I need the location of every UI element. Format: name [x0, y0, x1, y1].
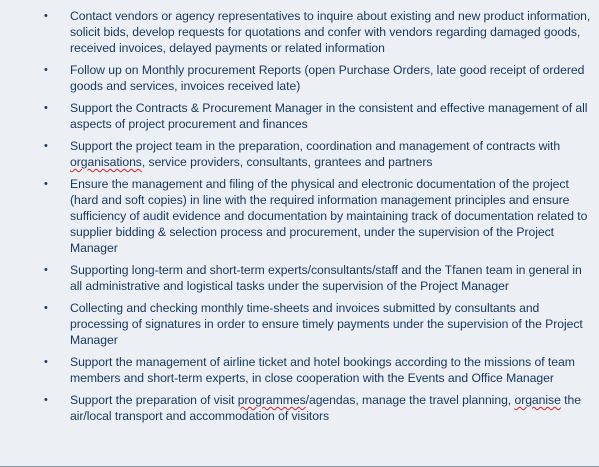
list-item-text: Follow up on Monthly procurement Reports (open Purchase Orders, late good receipt of ordered goods and services, invoices received late) — [70, 63, 585, 93]
spellcheck-flagged-word[interactable]: organise — [514, 393, 561, 407]
bullet-icon: • — [44, 302, 48, 314]
list-item-text: Support the preparation of visit — [70, 393, 238, 407]
list-item-text: , service providers, consultants, grantees and partners — [141, 155, 433, 169]
list-item-text: Support the management of airline ticket and hotel bookings according to the missions of team members and short-term experts, in close cooperation with the Events and Office Manager — [70, 355, 575, 385]
list-item — [0, 392, 599, 424]
spellcheck-flagged-word[interactable]: organisations — [70, 155, 142, 169]
list-item-text: Ensure the management and filing of the physical and electronic documentation of the project (hard and soft copies) in line with the required information management principles and ensure sufficiency of audit evidence and documentation by maintaining track of documentation related to supplier bidding & selection process and procurement, under the supervision of the Project Manager — [70, 177, 588, 255]
bullet-icon: • — [44, 10, 48, 22]
list-item-text: /agendas, manage the travel planning, — [305, 393, 515, 407]
list-item — [0, 8, 599, 56]
list-item-text: Support the Contracts & Procurement Manager in the consistent and effective management of all aspects of project procurement and finances — [70, 101, 588, 131]
list-item — [0, 100, 599, 132]
list-item-text: Contact vendors or agency representatives to inquire about existing and new product information, solicit bids, develop requests for quotations and confer with vendors regarding damaged goods, received invoices, delayed payments or related information — [70, 9, 591, 55]
list-item — [0, 176, 599, 256]
list-item-text: the air/local transport and accommodation of visitors — [70, 393, 581, 423]
list-item-text: Collecting and checking monthly time-sheets and invoices submitted by consultants and processing of signatures in order to ensure timely payments under the supervision of the Project Manager — [70, 301, 583, 347]
list-item — [0, 354, 599, 386]
list-item — [0, 262, 599, 294]
bullet-icon: • — [44, 356, 48, 368]
list-item — [0, 138, 599, 170]
spellcheck-flagged-word[interactable]: programmes — [237, 393, 306, 407]
bullet-icon: • — [44, 140, 48, 152]
bullet-icon: • — [44, 264, 48, 276]
bullet-icon: • — [44, 64, 48, 76]
bullet-icon: • — [44, 394, 48, 406]
list-item-text: Supporting long-term and short-term experts/consultants/staff and the Tfanen team in general in all administrative and logistical tasks under the supervision of the Project Manager — [70, 263, 582, 293]
list-item — [0, 62, 599, 94]
bullet-icon: • — [44, 102, 48, 114]
list-item — [0, 300, 599, 348]
duties-bullet-list — [0, 8, 599, 430]
bullet-icon: • — [44, 178, 48, 190]
list-item-text: Support the project team in the preparation, coordination and management of contracts with — [70, 139, 561, 153]
